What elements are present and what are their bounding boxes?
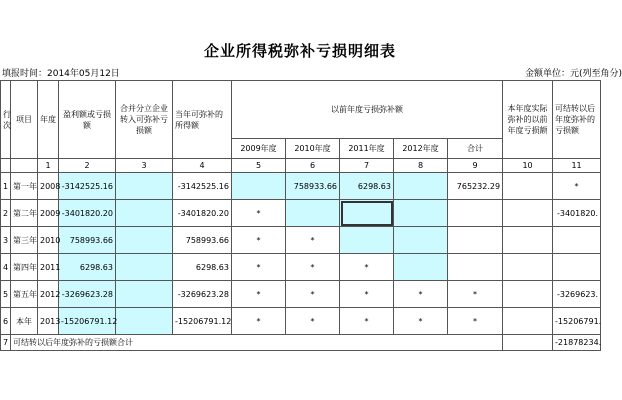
y2012-cell: * xyxy=(394,281,448,308)
table-row xyxy=(1,281,601,308)
total-cell: 765232.29 xyxy=(448,173,503,200)
column-number-row xyxy=(1,159,601,173)
row-year: 2012 xyxy=(38,281,59,308)
row-num: 5 xyxy=(1,281,11,308)
y2011-cell: * xyxy=(340,281,394,308)
profit-cell[interactable]: 758993.66 xyxy=(59,227,116,254)
header-2012: 2012年度 xyxy=(394,139,448,159)
col-number: 4 xyxy=(173,159,232,173)
merged-cell[interactable] xyxy=(116,308,173,335)
header-total: 合计 xyxy=(448,139,503,159)
current-cell: 758993.66 xyxy=(173,227,232,254)
col-number: 11 xyxy=(553,159,601,173)
y2011-cell[interactable]: 6298.63 xyxy=(340,173,394,200)
table-row xyxy=(1,308,601,335)
row-item: 第一年 xyxy=(11,173,38,200)
carry-cell xyxy=(553,227,601,254)
y2012-cell[interactable] xyxy=(394,227,448,254)
y2011-cell[interactable] xyxy=(340,227,394,254)
row-year: 2013 xyxy=(38,308,59,335)
y2011-cell: * xyxy=(340,254,394,281)
row-num: 7 xyxy=(1,335,11,351)
profit-cell[interactable]: 6298.63 xyxy=(59,254,116,281)
header-merged: 合并分立企业转入可弥补亏损额 xyxy=(116,81,173,159)
row-num: 3 xyxy=(1,227,11,254)
col-number: 1 xyxy=(38,159,59,173)
profit-cell[interactable]: -3269623.28 xyxy=(59,281,116,308)
y2010-cell: * xyxy=(286,254,340,281)
carry-cell: -15206791. xyxy=(553,308,601,335)
y2009-cell: * xyxy=(232,200,286,227)
header-carry: 可结转以后年度弥补的亏损额 xyxy=(553,81,601,159)
col-number: 9 xyxy=(448,159,503,173)
y2012-cell[interactable] xyxy=(394,173,448,200)
table-row xyxy=(1,254,601,281)
y2009-cell: * xyxy=(232,281,286,308)
y2010-cell[interactable] xyxy=(286,200,340,227)
row-year: 2008 xyxy=(38,173,59,200)
row-year: 2010 xyxy=(38,227,59,254)
row-year: 2009 xyxy=(38,200,59,227)
row-item: 本年 xyxy=(11,308,38,335)
y2009-cell[interactable] xyxy=(232,173,286,200)
header-row-1 xyxy=(1,81,601,139)
y2010-cell: * xyxy=(286,281,340,308)
col-num-blank xyxy=(11,159,38,173)
y2011-cell: * xyxy=(340,308,394,335)
header-year: 年度 xyxy=(38,81,59,159)
total-cell xyxy=(448,254,503,281)
header-prior-group: 以前年度亏损弥补额 xyxy=(232,81,503,139)
footer-row xyxy=(1,335,601,351)
y2009-cell: * xyxy=(232,254,286,281)
actual-cell xyxy=(503,308,553,335)
y2010-cell: * xyxy=(286,308,340,335)
merged-cell[interactable] xyxy=(116,254,173,281)
current-cell: 6298.63 xyxy=(173,254,232,281)
col-num-blank xyxy=(1,159,11,173)
actual-cell xyxy=(503,254,553,281)
col-number: 7 xyxy=(340,159,394,173)
loss-offset-table xyxy=(0,80,601,351)
table-row xyxy=(1,227,601,254)
col-number: 10 xyxy=(503,159,553,173)
header-profit: 盈利额或亏损额 xyxy=(59,81,116,159)
y2010-cell: * xyxy=(286,227,340,254)
actual-cell xyxy=(503,200,553,227)
current-cell: -3269623.28 xyxy=(173,281,232,308)
carry-total-cell: -21878234. xyxy=(553,335,601,351)
total-cell: * xyxy=(448,281,503,308)
total-cell xyxy=(448,227,503,254)
amount-unit: 金额单位：元(列至角分) xyxy=(525,69,622,79)
col-number: 8 xyxy=(394,159,448,173)
merged-cell[interactable] xyxy=(116,227,173,254)
header-item: 项目 xyxy=(11,81,38,159)
actual-cell xyxy=(503,335,553,351)
carry-cell: -3401820. xyxy=(553,200,601,227)
profit-cell[interactable]: -3142525.16 xyxy=(59,173,116,200)
row-num: 4 xyxy=(1,254,11,281)
merged-cell[interactable] xyxy=(116,200,173,227)
merged-cell[interactable] xyxy=(116,173,173,200)
row-num: 6 xyxy=(1,308,11,335)
y2011-cell-selected[interactable] xyxy=(340,200,394,227)
carry-cell: -3269623. xyxy=(553,281,601,308)
carry-cell: * xyxy=(553,173,601,200)
header-2011: 2011年度 xyxy=(340,139,394,159)
carry-cell xyxy=(553,254,601,281)
merged-cell[interactable] xyxy=(116,281,173,308)
row-num: 2 xyxy=(1,200,11,227)
header-row-num: 行次 xyxy=(1,81,11,159)
y2012-cell[interactable] xyxy=(394,254,448,281)
table-row xyxy=(1,173,601,200)
y2009-cell: * xyxy=(232,227,286,254)
header-actual: 本年度实际弥补的以前年度亏损额 xyxy=(503,81,553,159)
current-cell: -3142525.16 xyxy=(173,173,232,200)
row-item: 第二年 xyxy=(11,200,38,227)
y2012-cell[interactable] xyxy=(394,200,448,227)
fill-date: 填报时间：2014年05月12日 xyxy=(2,69,120,79)
row-num: 1 xyxy=(1,173,11,200)
header-2009: 2009年度 xyxy=(232,139,286,159)
col-number: 5 xyxy=(232,159,286,173)
row-item: 第三年 xyxy=(11,227,38,254)
header-current: 当年可弥补的所得额 xyxy=(173,81,232,159)
profit-cell[interactable]: -3401820.20 xyxy=(59,200,116,227)
y2012-cell: * xyxy=(394,308,448,335)
total-cell xyxy=(448,200,503,227)
total-cell: * xyxy=(448,308,503,335)
profit-cell[interactable]: -15206791.12 xyxy=(59,308,116,335)
table-row xyxy=(1,200,601,227)
actual-cell xyxy=(503,227,553,254)
footer-label: 可结转以后年度弥补的亏损额合计 xyxy=(11,335,503,351)
y2010-cell[interactable]: 758933.66 xyxy=(286,173,340,200)
y2009-cell: * xyxy=(232,308,286,335)
row-item: 第五年 xyxy=(11,281,38,308)
row-item: 第四年 xyxy=(11,254,38,281)
actual-cell xyxy=(503,281,553,308)
current-cell: -15206791.12 xyxy=(173,308,232,335)
header-2010: 2010年度 xyxy=(286,139,340,159)
col-number: 6 xyxy=(286,159,340,173)
actual-cell xyxy=(503,173,553,200)
report-title: 企业所得税弥补亏损明细表 xyxy=(203,42,396,60)
col-number: 3 xyxy=(116,159,173,173)
current-cell: -3401820.20 xyxy=(173,200,232,227)
col-number: 2 xyxy=(59,159,116,173)
row-year: 2011 xyxy=(38,254,59,281)
